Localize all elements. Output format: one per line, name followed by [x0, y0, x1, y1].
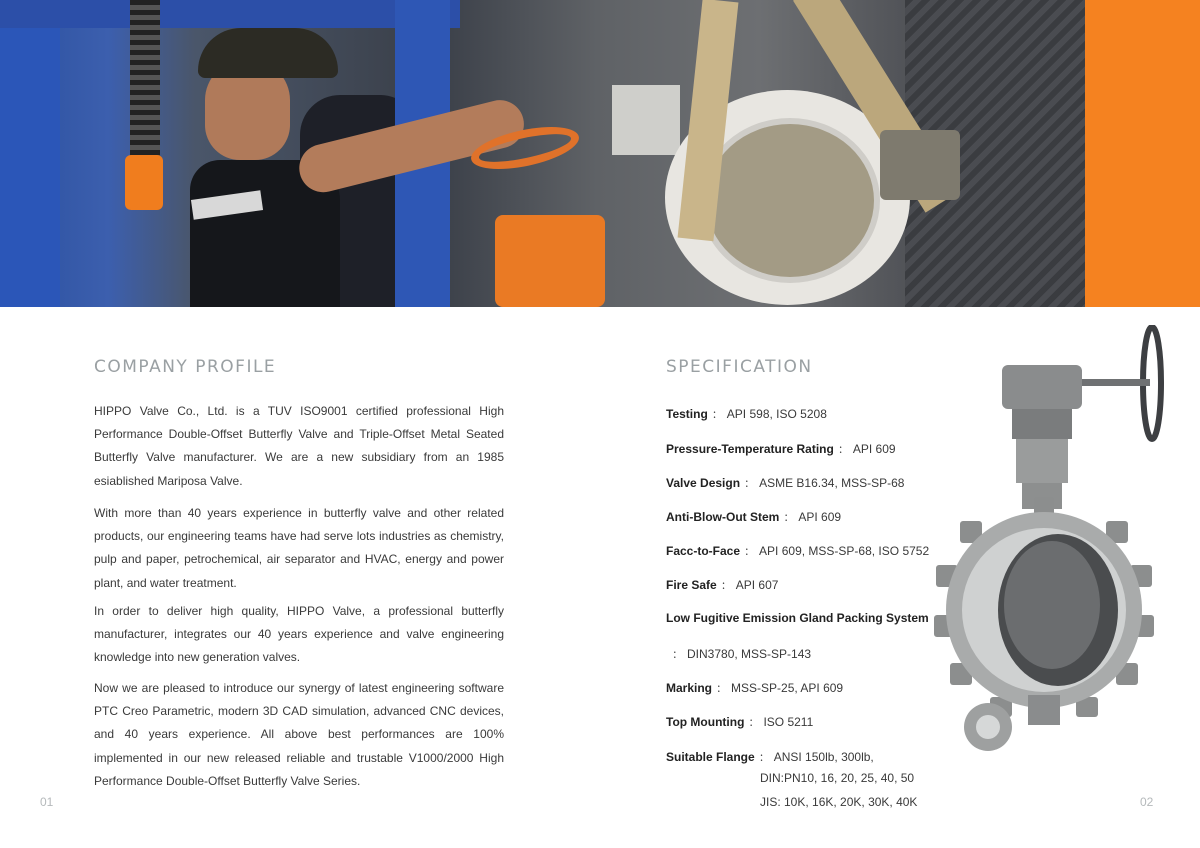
spec-value: API 598, ISO 5208 — [726, 407, 827, 421]
butterfly-valve-image — [930, 325, 1170, 765]
spec-key: Suitable Flange — [666, 750, 755, 764]
spec-row-valve-design — [666, 474, 904, 491]
large-valve-disc — [700, 118, 880, 283]
machine-beam — [0, 0, 460, 28]
spec-separator: ： — [837, 442, 850, 456]
spec-row-pressure-temperature — [666, 440, 896, 457]
spec-key: Pressure-Temperature Rating — [666, 442, 834, 456]
spec-value: DIN3780, MSS-SP-143 — [687, 647, 812, 661]
profile-paragraph: HIPPO Valve Co., Ltd. is a TUV ISO9001 certified professional High Performance Double-Offset Butterfly Valve and Triple-Offset Metal Seated Butterfly Valve manufacturer. We are a new subsidiary from an 1985 esiablished Mariposa Valve. — [94, 404, 504, 488]
spec-row-anti-blow-out — [666, 508, 841, 525]
spec-value: API 609 — [852, 442, 896, 456]
spec-separator: ： — [716, 681, 729, 695]
orange-accent-band — [1085, 0, 1200, 307]
spec-key: Marking — [666, 681, 713, 695]
spec-row-marking — [666, 679, 843, 696]
gearbox — [1002, 365, 1082, 409]
spec-separator: ： — [748, 715, 761, 729]
spec-row-fire-safe — [666, 576, 778, 593]
bottom-boss — [1028, 695, 1060, 725]
valve-disc-face — [1004, 541, 1100, 669]
profile-paragraph: Now we are pleased to introduce our synergy of latest engineering software PTC Creo Parametric, modern 3D CAD simulation, advanced CNC devices, and 40 years experience. All above best performances are 100% implemented in our new released reliable and trustable V1000/2000 High Performance Double-Offset Butterfly Valve Series. — [94, 681, 504, 788]
lifting-fixture — [880, 130, 960, 200]
spec-value: API 607 — [735, 578, 779, 592]
spec-value: ANSI 150lb, 300lb, — [773, 750, 874, 764]
spec-value: ISO 5211 — [763, 715, 814, 729]
spec-key: Valve Design — [666, 476, 741, 490]
spec-row-face-to-face — [666, 542, 929, 559]
spec-value: API 609, MSS-SP-68, ISO 5752 — [759, 544, 930, 558]
spec-flange-din: DIN:PN10, 16, 20, 25, 40, 50 — [760, 771, 915, 785]
spec-row-gland-packing-value — [668, 645, 811, 662]
spec-separator: ： — [720, 578, 733, 592]
spec-separator: ： — [783, 510, 796, 524]
profile-paragraph: In order to deliver high quality, HIPPO Valve, a professional butterfly manufacturer, integrates our 40 years experience and valve engineering knowledge into new generation valves. — [94, 604, 504, 665]
profile-paragraph: With more than 40 years experience in butterfly valve and other related products, our engineering teams have had serve lots industries as chemistry, pulp and paper, petrochemical, air separator and HVAC, energy and power plant, and water treatment. — [94, 506, 504, 590]
page-number-left: 01 — [40, 795, 54, 809]
spec-separator: ： — [744, 476, 757, 490]
spec-value: ASME B16.34, MSS-SP-68 — [759, 476, 905, 490]
spec-value: MSS-SP-25, API 609 — [731, 681, 844, 695]
yoke — [1016, 439, 1068, 483]
handwheel-shaft — [1080, 379, 1150, 386]
spec-key: Top Mounting — [666, 715, 745, 729]
spec-key: Facc-to-Face — [666, 544, 741, 558]
orange-actuator — [495, 215, 605, 307]
spec-separator: ： — [711, 407, 724, 421]
spec-key: Low Fugitive Emission Gland Packing System — [666, 611, 929, 625]
electrical-box — [612, 85, 680, 155]
hoist-hook — [125, 155, 163, 210]
spec-separator: ： — [758, 750, 771, 764]
gearbox-base — [1012, 409, 1072, 439]
machine-frame — [0, 0, 60, 307]
spec-separator: ： — [672, 647, 685, 661]
spec-row-gland-packing — [666, 611, 929, 625]
company-profile-heading: COMPANY PROFILE — [94, 357, 277, 377]
page-number-right: 02 — [1140, 795, 1154, 809]
spec-separator: ： — [744, 544, 757, 558]
worker-cap — [198, 28, 338, 78]
spec-key: Anti-Blow-Out Stem — [666, 510, 780, 524]
spec-value: API 609 — [798, 510, 842, 524]
spec-row-suitable-flange — [666, 748, 874, 765]
spec-flange-jis: JIS: 10K, 16K, 20K, 30K, 40K — [760, 795, 918, 809]
spec-row-testing — [666, 405, 827, 422]
hero-photo — [0, 0, 1085, 307]
spec-row-top-mounting — [666, 713, 813, 730]
spec-key: Testing — [666, 407, 708, 421]
spec-key: Fire Safe — [666, 578, 717, 592]
specification-heading: SPECIFICATION — [666, 357, 813, 377]
